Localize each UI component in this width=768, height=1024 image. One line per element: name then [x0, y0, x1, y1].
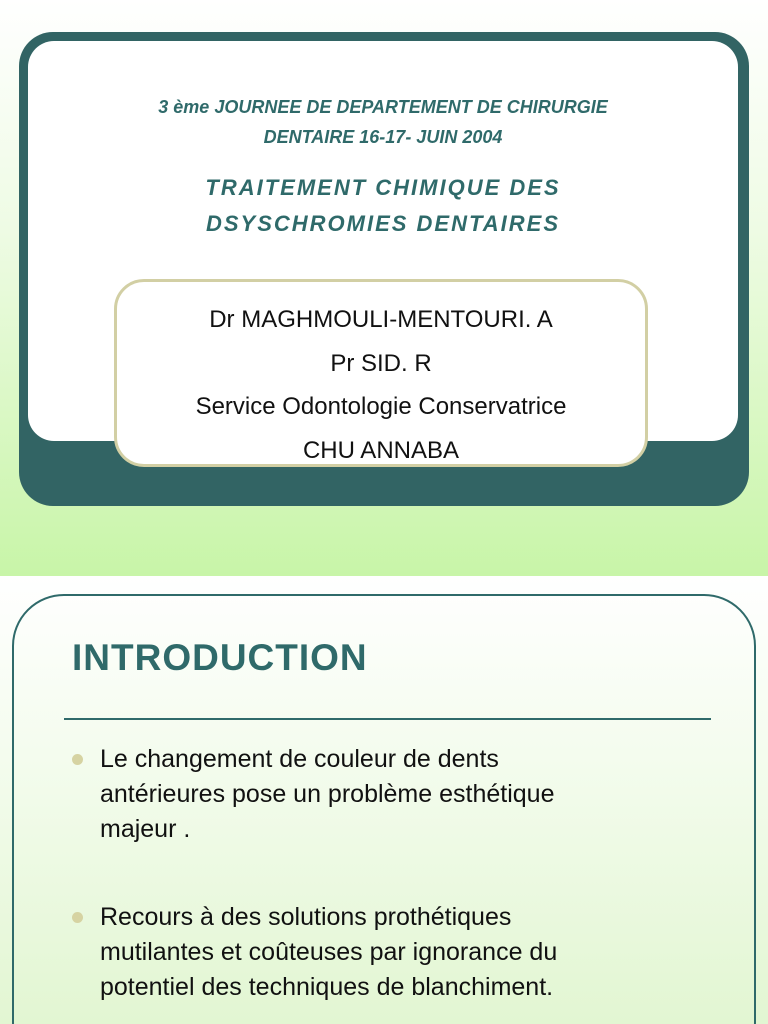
bullet-item	[100, 742, 680, 847]
bullet-line: potentiel des techniques de blanchiment.	[100, 973, 554, 1001]
presentation-title	[28, 170, 738, 242]
bullet-text	[100, 900, 680, 1005]
event-title-line-1: 3 ème JOURNEE DE DEPARTEMENT DE CHIRURGIE	[158, 97, 608, 117]
bullet-dot-icon	[72, 754, 83, 765]
presentation-title-line-1: TRAITEMENT CHIMIQUE DES	[205, 175, 561, 200]
introduction-slide	[0, 576, 768, 1024]
bullet-line: majeur .	[100, 815, 191, 843]
bullet-dot-icon	[72, 912, 83, 923]
bullet-text	[100, 742, 680, 847]
bullet-list	[0, 576, 768, 1024]
author-line-3: Service Odontologie Conservatrice	[195, 393, 567, 420]
bullet-line: antérieures pose un problème esthétique	[100, 780, 555, 808]
bullet-line: Le changement de couleur de dents	[100, 745, 499, 773]
bullet-item	[100, 900, 680, 1005]
bullet-line: Recours à des solutions prothétiques	[100, 903, 512, 931]
author-line-4: CHU ANNABA	[302, 436, 460, 464]
author-box	[114, 279, 648, 467]
presentation-title-line-2: DSYSCHROMIES DENTAIRES	[205, 211, 561, 236]
author-info	[117, 298, 645, 472]
author-line-2: Pr SID. R	[330, 349, 432, 377]
slide-heading: INTRODUCTION	[72, 637, 368, 678]
bullet-line: mutilantes et coûteuses par ignorance du	[100, 938, 558, 966]
event-title-line-2: DENTAIRE 16-17- JUIN 2004	[263, 127, 503, 147]
event-title	[28, 92, 738, 152]
author-line-1: Dr MAGHMOULI-MENTOURI. A	[209, 306, 553, 333]
